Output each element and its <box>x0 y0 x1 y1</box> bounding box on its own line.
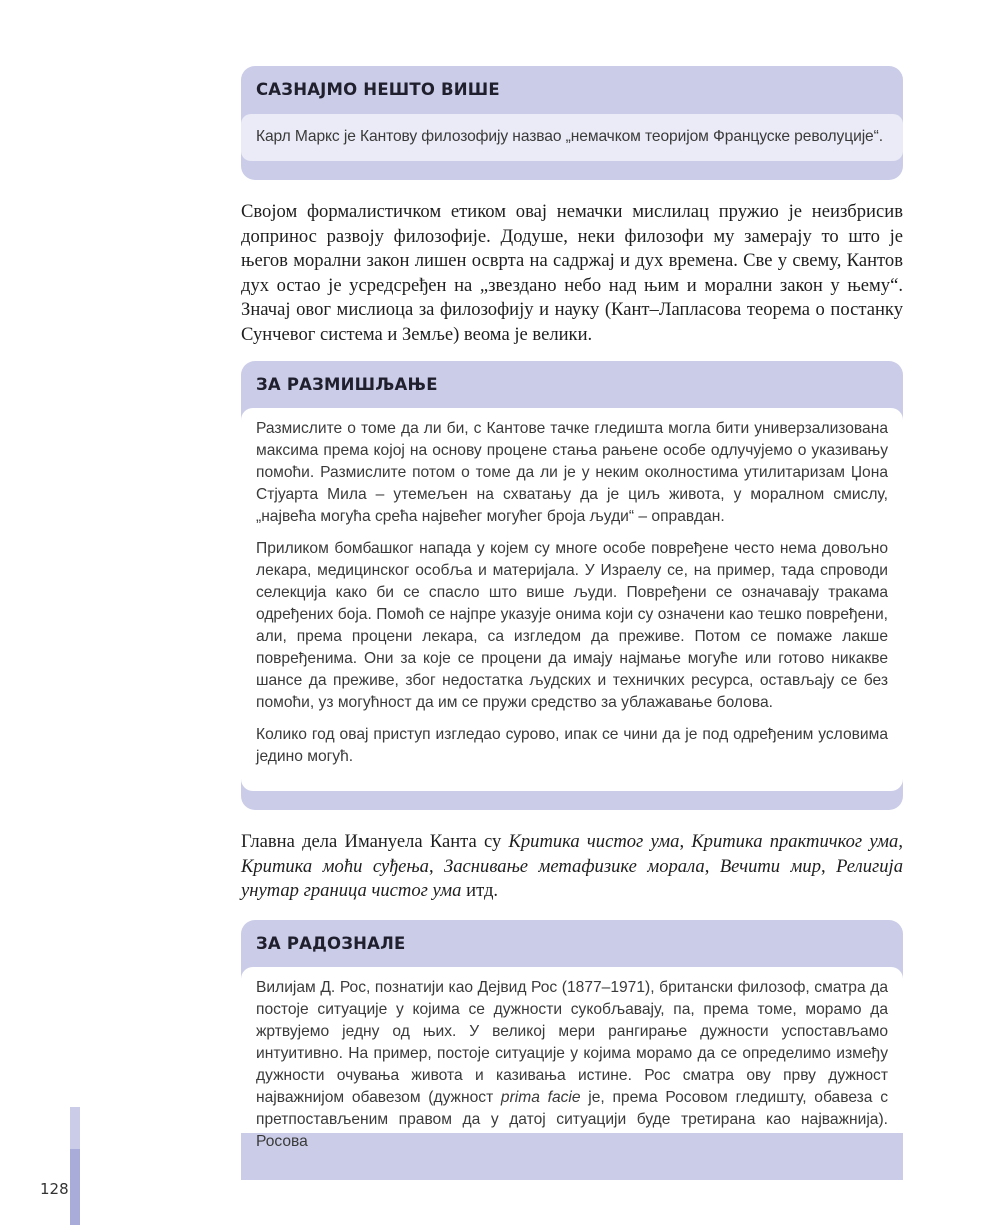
body-paragraph-works <box>241 830 903 904</box>
separator: , <box>679 831 692 852</box>
separator: , <box>428 855 445 877</box>
work-title: Вечити мир <box>719 855 821 877</box>
info-box-reflection <box>241 361 903 810</box>
box-title: ЗА РАДОЗНАЛЕ <box>256 934 406 953</box>
separator: , <box>898 831 903 852</box>
body-paragraph: Својом формалистичком етиком овај немачки мислилац пружио је неизбрисив допринос развоју филозофије. Додуше, неки филозофи му замерају то што је његов морални закон лишен осврта на садржај и дух времена. Све у свему, Кантов дух остао је усредсређен на „звездано небо над њим и морални закон у њему“. Значај овог мислиоца за филозофију и науку (Кант–Лапласова теорема о постанку Сунчевог система и Земље) веома је велики. <box>241 201 903 345</box>
work-title: Религија унутар граница чистог ума <box>241 855 904 902</box>
page-number: 128 <box>40 1180 69 1198</box>
work-title: Критика чистог ума <box>508 831 680 852</box>
box-paragraph: Размислите о томе да ли би, с Кантове тачке гледишта могла бити универзализована максима према којој на основу процене стања рањене особе одлучујемо о указивању помоћи. Размислите потом о томе да ли је у неким околностима утилитаризам Џона Стјуарта Мила – утемељен на схватању да је циљ живота, у моралном смислу, „највећа могућа срећа највећег могућег броја људи“ – оправдан. <box>256 420 888 525</box>
work-title: Заснивање метафизике морала <box>444 855 705 877</box>
box-title: САЗНАЈМО НЕШТО ВИШЕ <box>256 80 500 99</box>
box-content <box>241 114 903 161</box>
box-text: Карл Маркс је Кантову филозофију назвао „немачком теоријом Француске револуције“. <box>256 128 883 145</box>
box-paragraph: Приликом бомбашког напада у којем су многе особе повређене често нема довољно лекара, медицинског особља и материјала. У Израелу се, на пример, тада спроводи селекција како би се спасло што више људи. Повређени се означавају тракама одређених боја. Помоћ се најпре указује онима који су означени као тешко повређени, али, према процени лекара, са изгледом да преживе. Потом се помаже лакше повређенима. Они за које се процени да имају најмање могуће или готово никакве шансе да преживе, због недостатка људских и техничких ресурса, остављају се без помоћи, уз могућност да им се пружи средство за ублажавање болова. <box>256 540 888 711</box>
work-title: Критика моћи суђења <box>241 855 429 877</box>
box-text: Вилијам Д. Рос, познатији као Дејвид Рос (1877–1971), британски филозоф, сматра да постоје ситуације у којима се дужности сукобљавају, па, према томе, морамо да жртвујемо једну од њих. У великој мери рангирање дужности успостављамо интуитивно. На пример, постоје ситуације у којима морамо да се определимо између дужности очувања живота и казивања истине. Рос сматра ову прву дужност најважнијом обавезом (дужност <box>256 979 888 1106</box>
box-paragraph: Колико год овај приступ изгледао сурово, ипак се чини да је под одређеним условима једино могућ. <box>256 726 888 765</box>
works-intro: Главна дела Имануела Канта су <box>241 831 509 852</box>
box-content <box>241 967 903 1150</box>
separator: , <box>821 855 837 877</box>
separator: , <box>704 855 720 877</box>
box-content <box>241 408 903 791</box>
work-title: Критика практичког ума <box>691 831 899 852</box>
info-box-learn-more <box>241 66 903 180</box>
box-text-continued: је, према Росовом гледишту, обавеза с претпостављеним правом да у датој ситуацији буде третирана као најважнија). Росова <box>256 1089 888 1150</box>
info-box-curious <box>241 920 903 1180</box>
box-title: ЗА РАЗМИШЉАЊЕ <box>256 375 438 394</box>
page-marker-bar-dark <box>70 1149 80 1225</box>
latin-term: prima facie <box>500 1089 581 1106</box>
page-marker-bar-light <box>70 1107 80 1149</box>
works-end: итд. <box>461 880 499 902</box>
